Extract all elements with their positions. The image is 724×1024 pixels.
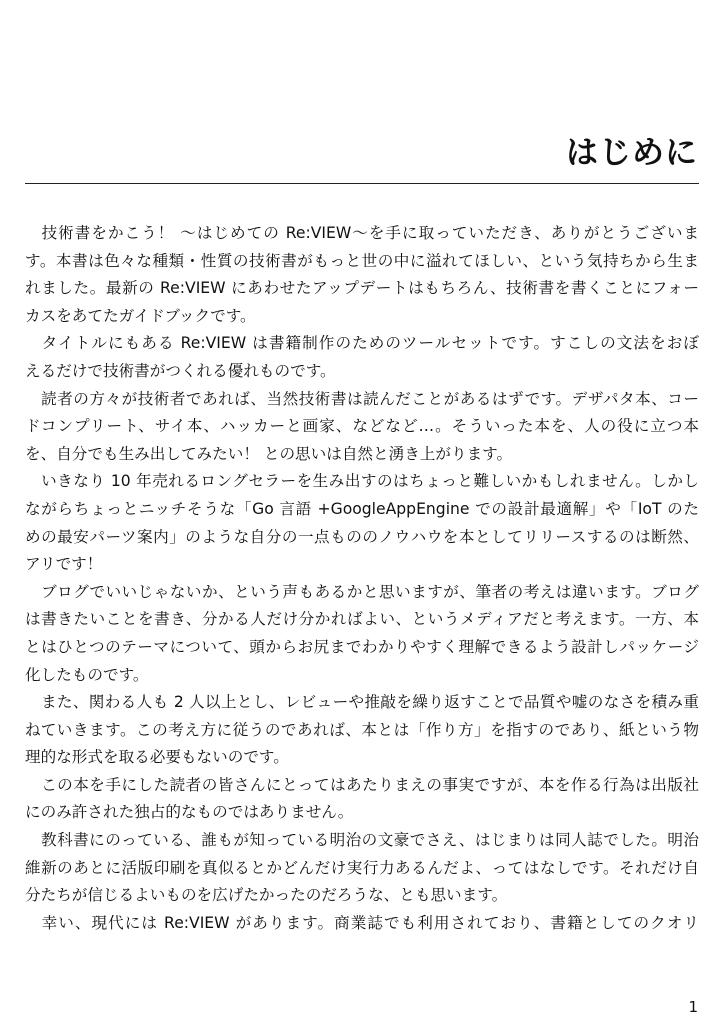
body-line: カスをあてたガイドブックです。 [25,306,256,325]
body-line: ねていきます。この考え方に従うのであれば、本とは「作り方」を指すのであり、紙という物 [25,720,699,739]
body-line: とはひとつのテーマについて、頭からお尻までわかりやすく理解できるよう設計しパッケージ [25,637,699,656]
body-line: は書きたいことを書き、分かる人だけ分かればよい、というメディアだと考えます。一方、本 [25,610,699,629]
body-line: めの最安パーツ案内」のような自分の一点もののノウハウを本としてリリースするのは断然、 [25,527,699,546]
body-line: 読者の方々が技術者であれば、当然技術書は読んだことがあるはずです。デザパタ本、コー [25,389,699,408]
body-line: 分たちが信じるよいものを広げたかったのだろうな、とも思います。 [25,886,508,905]
body-line: 化したものです。 [25,665,149,684]
body-line: えるだけで技術書がつくれる優れものです。 [25,361,336,380]
body-line: れました。最新の Re:VIEW にあわせたアップデートはもちろん、技術書を書くことにフォー [25,279,699,298]
body-line: タイトルにもある Re:VIEW は書籍制作のためのツールセットです。すこしの文法をおぼ [25,334,699,353]
body-line: 幸い、現代には Re:VIEW があります。商業誌でも利用されており、書籍としてのクオリ [25,913,699,932]
body-line: 理的な形式を取る必要もないのです。 [25,748,289,767]
chapter-title: はじめに [565,133,698,171]
body-line: また、関わる人も 2 人以上とし、レビューや推敲を繰り返すことで品質や嘘のなさを積み重 [25,693,699,712]
body-line: 技術書をかこう！ 〜はじめての Re:VIEW〜を手に取っていただき、ありがとうございま [25,224,699,242]
body-line: を、自分でも生み出してみたい！ との思いは自然と湧き上がります。 [25,444,513,463]
body-line: ながらちょっとニッチそうな「Go 言語 +GoogleAppEngine での設計最適解」や「IoT のた [25,499,699,518]
body-line: いきなり 10 年売れるロングセラーを生み出すのはちょっと難しいかもしれません。しかし [25,472,699,491]
body-line: 教科書にのっている、誰もが知っている明治の文豪でさえ、はじまりは同人誌でした。明治 [25,831,699,850]
body-line: にのみ許された独占的なものではありません。 [25,803,354,822]
chapter-title-rule [25,183,699,184]
body-line: この本を手にした読者の皆さんにとってはあたりまえの事実ですが、本を作る行為は出版社 [25,775,699,794]
body-line: 維新のあとに活版印刷を真似るとかどんだけ実行力あるんだよ、ってはなしです。それだけ自 [25,858,699,877]
body-line: ドコンプリート、サイ本、ハッカーと画家、などなど…。そういった本を、人の役に立つ本 [25,417,699,436]
body-line: す。本書は色々な種類・性質の技術書がもっと世の中に溢れてほしい、という気持ちから生ま [25,251,699,270]
body-line: ブログでいいじゃないか、という声もあるかと思いますが、筆者の考えは違います。ブログ [25,582,699,601]
body-line: アリです！ [25,555,103,574]
body-text [25,220,699,937]
page-number: 1 [688,998,698,1016]
